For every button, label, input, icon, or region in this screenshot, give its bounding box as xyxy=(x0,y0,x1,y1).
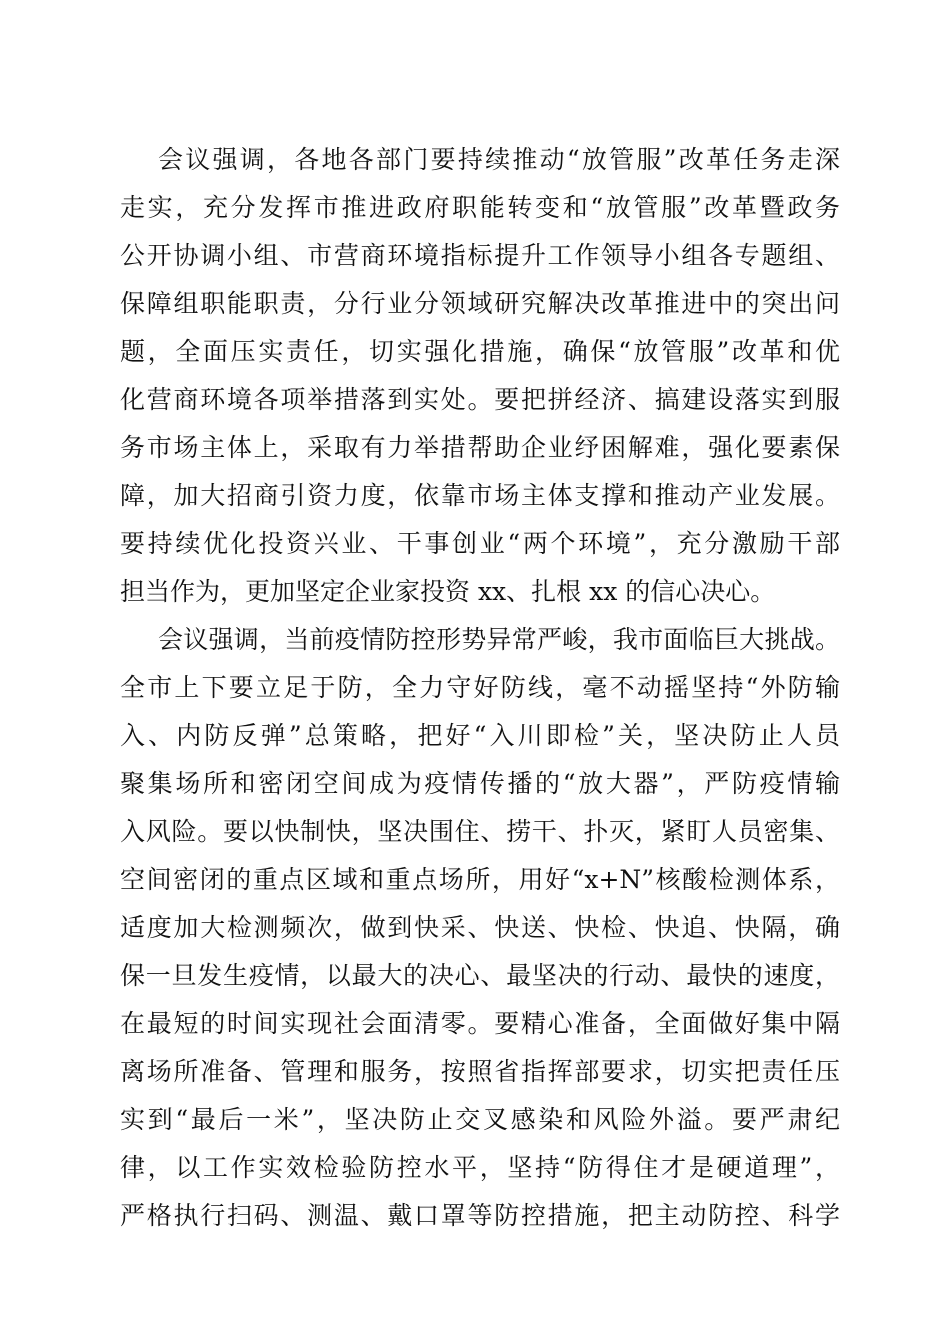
paragraph-2-line-2: 全市上下要立足于防，全力守好防线，毫不动摇坚持“外防输 xyxy=(120,673,840,702)
paragraph-2-line-10: 离场所准备、管理和服务，按照省指挥部要求，切实把责任压 xyxy=(120,1057,840,1086)
paragraph-1-line-2: 走实，充分发挥市推进政府职能转变和“放管服”改革暨政务 xyxy=(120,193,840,222)
paragraph-2-line-4: 聚集场所和密闭空间成为疫情传播的“放大器”，严防疫情输 xyxy=(120,769,840,798)
paragraph-2-line-8: 保一旦发生疫情，以最大的决心、最坚决的行动、最快的速度， xyxy=(120,961,840,990)
paragraph-1-line-3: 公开协调小组、市营商环境指标提升工作领导小组各专题组、 xyxy=(120,241,840,270)
paragraph-2-line-12: 律，以工作实效检验防控水平，坚持“防得住才是硬道理”， xyxy=(120,1153,840,1182)
paragraph-2-line-7: 适度加大检测频次，做到快采、快送、快检、快追、快隔，确 xyxy=(120,913,840,942)
paragraph-2-line-6: 空间密闭的重点区域和重点场所，用好“x+N”核酸检测体系， xyxy=(120,865,840,894)
paragraph-1-line-1: 会议强调，各地各部门要持续推动“放管服”改革任务走深 xyxy=(158,145,840,174)
paragraph-1-line-7: 务市场主体上，采取有力举措帮助企业纾困解难，强化要素保 xyxy=(120,433,840,462)
paragraph-1-line-10: 担当作为，更加坚定企业家投资 xx、扎根 xx 的信心决心。 xyxy=(120,577,776,606)
paragraph-2-line-13: 严格执行扫码、测温、戴口罩等防控措施，把主动防控、科学 xyxy=(120,1201,840,1230)
paragraph-1-line-5: 题，全面压实责任，切实强化措施，确保“放管服”改革和优 xyxy=(120,337,840,366)
paragraph-2-line-1: 会议强调，当前疫情防控形势异常严峻，我市面临巨大挑战。 xyxy=(158,625,840,654)
paragraph-1-line-8: 障，加大招商引资力度，依靠市场主体支撑和推动产业发展。 xyxy=(120,481,840,510)
paragraph-2-line-9: 在最短的时间实现社会面清零。要精心准备，全面做好集中隔 xyxy=(120,1009,840,1038)
paragraph-1-line-6: 化营商环境各项举措落到实处。要把拼经济、搞建设落实到服 xyxy=(120,385,840,414)
paragraph-2-line-11: 实到“最后一米”，坚决防止交叉感染和风险外溢。要严肃纪 xyxy=(120,1105,840,1134)
paragraph-2-line-3: 入、内防反弹”总策略，把好“入川即检”关，坚决防止人员 xyxy=(120,721,840,750)
paragraph-1-line-9: 要持续优化投资兴业、干事创业“两个环境”，充分激励干部 xyxy=(120,529,840,558)
paragraph-2-line-5: 入风险。要以快制快，坚决围住、捞干、扑灭，紧盯人员密集、 xyxy=(120,817,840,846)
paragraph-1-line-4: 保障组职能职责，分行业分领域研究解决改革推进中的突出问 xyxy=(120,289,840,318)
